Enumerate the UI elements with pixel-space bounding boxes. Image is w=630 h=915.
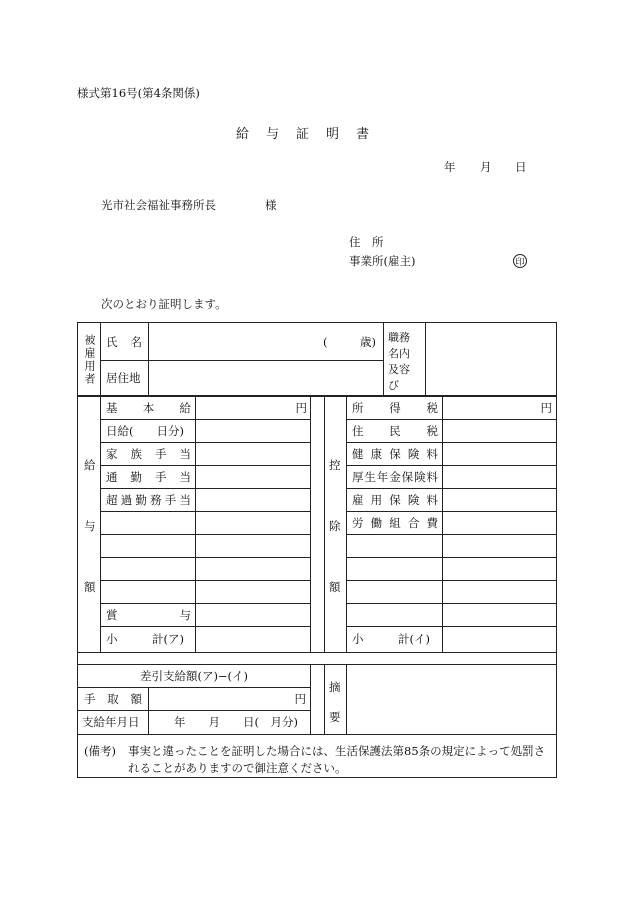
deduction-row-health: 健康保険料 <box>352 446 438 461</box>
salary-row-family: 家族手当 <box>106 446 191 461</box>
name-label: 氏 名 <box>106 334 142 349</box>
salary-row-bonus: 賞与 <box>106 607 191 622</box>
salary-row-basic: 基本給 <box>106 401 191 415</box>
deduction-yen-unit: 円 <box>540 401 552 415</box>
residence-label: 居住地 <box>106 370 141 385</box>
employee-section-label: 被雇用者 <box>83 334 96 386</box>
net-pay-header: 差引支給額(ア)−(イ) <box>139 668 249 683</box>
deduction-row-subtotal: 小 計(イ) <box>352 632 430 646</box>
duty-label-2: 名内 <box>388 347 410 360</box>
intro-text: 次のとおり証明します。 <box>101 297 227 311</box>
paydate-value: 年 月 日( 月分) <box>174 715 298 729</box>
addressee-suffix: 様 <box>265 198 277 212</box>
deduction-row-employment: 雇用保険料 <box>352 492 438 507</box>
paydate-label: 支給年月日 <box>82 715 140 729</box>
salary-section-label-1: 給 <box>84 458 96 472</box>
salary-row-commute: 通勤手当 <box>106 469 191 484</box>
duty-label-3: 及容 <box>388 363 410 376</box>
salary-table <box>77 396 557 778</box>
remarks-label-2: 要 <box>329 710 341 724</box>
date-day: 日 <box>515 160 527 174</box>
seal-icon: 印 <box>513 254 527 268</box>
take-home-label: 手取額 <box>84 691 142 706</box>
note-line-2: れることがありますので御注意ください。 <box>128 761 347 775</box>
deduction-row-union: 労働組合費 <box>352 515 438 530</box>
salary-yen-unit: 円 <box>295 401 307 415</box>
deduction-income-tax-field[interactable] <box>442 397 552 419</box>
note-line-1: 事実と違ったことを証明した場合には、生活保護法第85条の規定によって処罰さ <box>128 744 546 758</box>
issuer-address-label: 住 所 <box>349 235 384 249</box>
take-home-field[interactable] <box>148 687 306 710</box>
salary-row-daily: 日給( 日分) <box>106 423 184 438</box>
deduction-section-label-1: 控 <box>329 458 341 472</box>
duty-field[interactable] <box>425 323 556 395</box>
date-month: 月 <box>480 160 492 174</box>
salary-basic-field[interactable] <box>195 397 307 419</box>
remarks-label-1: 摘 <box>329 680 341 694</box>
note-label: (備考) <box>84 744 116 758</box>
date-year: 年 <box>444 160 456 174</box>
deduction-section-label-2: 除 <box>329 519 341 533</box>
salary-row-subtotal: 小 計(ア) <box>106 632 184 646</box>
paydate-field[interactable] <box>174 710 310 734</box>
issuer-office-label: 事業所(雇主) <box>349 254 416 268</box>
duty-label-1: 職務 <box>388 331 410 344</box>
addressee: 光市社会福祉事務所長 <box>101 198 216 212</box>
residence-field[interactable] <box>148 360 383 395</box>
salary-section-label-3: 額 <box>84 580 96 594</box>
age-open: ( <box>323 334 328 349</box>
form-number: 様式第16号(第4条関係) <box>77 86 200 100</box>
salary-section-label-2: 与 <box>84 519 96 533</box>
salary-row-overtime: 超過勤務手当 <box>106 492 191 507</box>
deduction-row-resident-tax: 住民税 <box>352 423 438 438</box>
remarks-field[interactable] <box>346 664 556 734</box>
take-home-yen-unit: 円 <box>294 691 306 706</box>
duty-label-4: び <box>388 379 399 392</box>
name-field[interactable] <box>148 323 383 360</box>
deduction-row-income-tax: 所得税 <box>352 401 438 415</box>
deduction-row-pension: 厚生年金保険料 <box>352 469 438 484</box>
age-close: 歳) <box>360 334 376 349</box>
deduction-section-label-3: 額 <box>329 580 341 594</box>
document-title: 給 与 証 明 書 <box>236 127 372 142</box>
employee-table <box>77 322 557 396</box>
